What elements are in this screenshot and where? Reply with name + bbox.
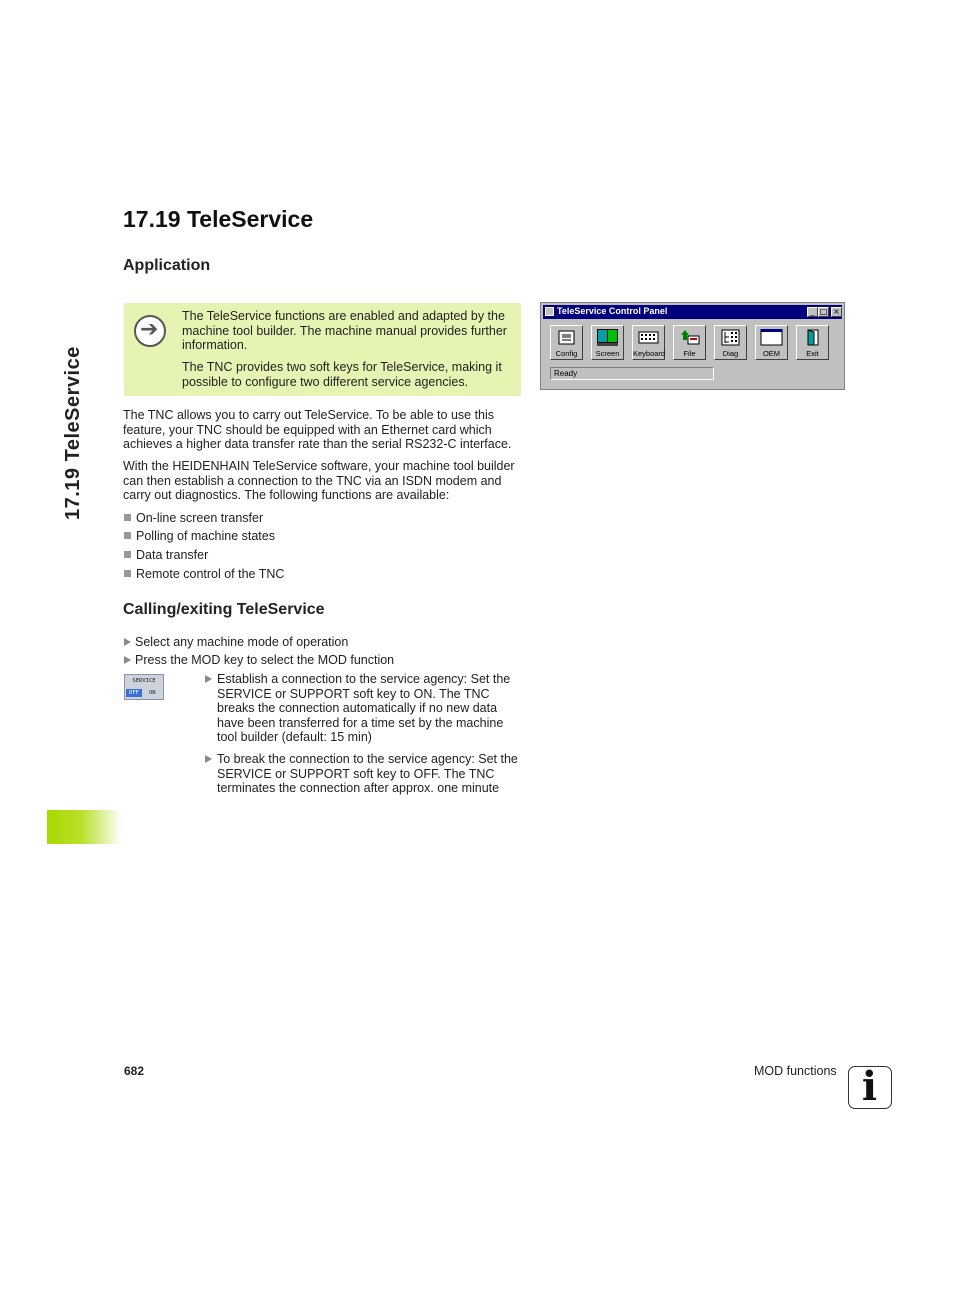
bullet-square-icon — [124, 551, 131, 558]
side-chapter-title-text: 17.19 TeleService — [62, 346, 84, 520]
step-text: Select any machine mode of operation — [135, 635, 349, 649]
diag-label: Diag — [722, 349, 739, 358]
list-item — [124, 511, 263, 525]
intro-paragraph: The TNC allows you to carry out TeleService. To be able to use this feature, your TNC should be equipped with an Ethernet card which achieves a higher data transfer rate than the serial RS232-C interface. — [123, 408, 512, 452]
step-arrow-icon — [205, 755, 212, 763]
info-icon — [848, 1063, 892, 1110]
page-number: 682 — [124, 1064, 145, 1078]
list-item — [124, 548, 208, 562]
file-icon — [679, 329, 700, 346]
list-item — [124, 567, 284, 581]
window-title: TeleService Control Panel — [557, 306, 668, 316]
keyboard-button[interactable] — [632, 325, 665, 360]
list-item-text: On-line screen transfer — [136, 511, 264, 525]
diag-button[interactable] — [714, 325, 747, 360]
note-text-1: The TeleService functions are enabled and adapted by the machine tool builder. The machine manual provides further information. — [182, 309, 507, 353]
bullet-square-icon — [124, 532, 131, 539]
maximize-button[interactable]: □ — [819, 307, 828, 316]
softkey-step-item — [205, 752, 523, 796]
status-text: Ready — [554, 369, 578, 378]
softkey-step-item — [205, 672, 523, 745]
softkey-off-option: OFF — [126, 689, 142, 697]
file-label: File — [683, 349, 696, 358]
chapter-tab-marker — [47, 810, 122, 844]
file-button[interactable] — [673, 325, 706, 360]
softkey-on-option: ON — [149, 690, 156, 696]
step-item — [124, 635, 348, 650]
list-item-text: Polling of machine states — [136, 529, 275, 543]
keyboard-label: Keyboard — [633, 349, 666, 358]
minimize-button[interactable]: _ — [807, 307, 818, 317]
footer-section-title: MOD functions — [754, 1064, 837, 1078]
step-arrow-icon — [124, 638, 131, 646]
service-softkey[interactable] — [124, 674, 164, 700]
section-heading-application: Application — [123, 257, 211, 274]
list-item-text: Data transfer — [136, 548, 209, 562]
software-paragraph: With the HEIDENHAIN TeleService software, your machine tool builder can then establish a connection to the TNC via an ISDN modem and carry out diagnostics. The following functions are available: — [123, 459, 515, 503]
window-app-icon — [545, 307, 554, 316]
list-item-text: Remote control of the TNC — [136, 567, 285, 581]
bullet-square-icon — [124, 570, 131, 577]
keyboard-icon — [638, 329, 659, 346]
screen-button[interactable] — [591, 325, 624, 360]
step-arrow-icon — [205, 675, 212, 683]
arrow-right-icon — [134, 315, 166, 347]
status-bar — [550, 367, 714, 380]
screen-icon — [593, 329, 622, 346]
window-title-bar — [543, 305, 842, 319]
step-item — [124, 653, 394, 668]
note-text-2: The TNC provides two soft keys for TeleService, making it possible to configure two different service agencies. — [182, 360, 502, 389]
list-item — [124, 529, 275, 543]
step-text: Establish a connection to the service agency: Set the SERVICE or SUPPORT soft key to ON. The TNC breaks the connection automatically if no new data have been transferred for a time set by the machine tool builder (default: 15 min) — [217, 672, 511, 745]
step-arrow-icon — [124, 656, 131, 664]
diag-icon — [720, 329, 741, 346]
exit-button[interactable] — [796, 325, 829, 360]
close-button[interactable]: × — [831, 307, 842, 317]
config-label: Config — [555, 349, 578, 358]
oem-icon — [758, 329, 785, 346]
screen-label: Screen — [595, 349, 620, 358]
note-box — [124, 303, 521, 396]
teleservice-window — [540, 302, 845, 390]
config-button[interactable] — [550, 325, 583, 360]
oem-button[interactable] — [755, 325, 788, 360]
section-heading-calling: Calling/exiting TeleService — [123, 601, 325, 618]
info-glyph: i — [861, 1063, 878, 1110]
page-title: 17.19 TeleService — [123, 206, 314, 232]
exit-label: Exit — [806, 349, 819, 358]
step-text: To break the connection to the service agency: Set the SERVICE or SUPPORT soft key to OFF. The TNC terminates the connection after approx. one minute — [217, 752, 518, 796]
bullet-square-icon — [124, 514, 131, 521]
step-text: Press the MOD key to select the MOD function — [135, 653, 395, 667]
softkey-label: SERVICE — [132, 678, 156, 684]
exit-door-icon — [802, 329, 823, 346]
config-icon — [556, 329, 577, 346]
oem-label: OEM — [762, 349, 781, 358]
